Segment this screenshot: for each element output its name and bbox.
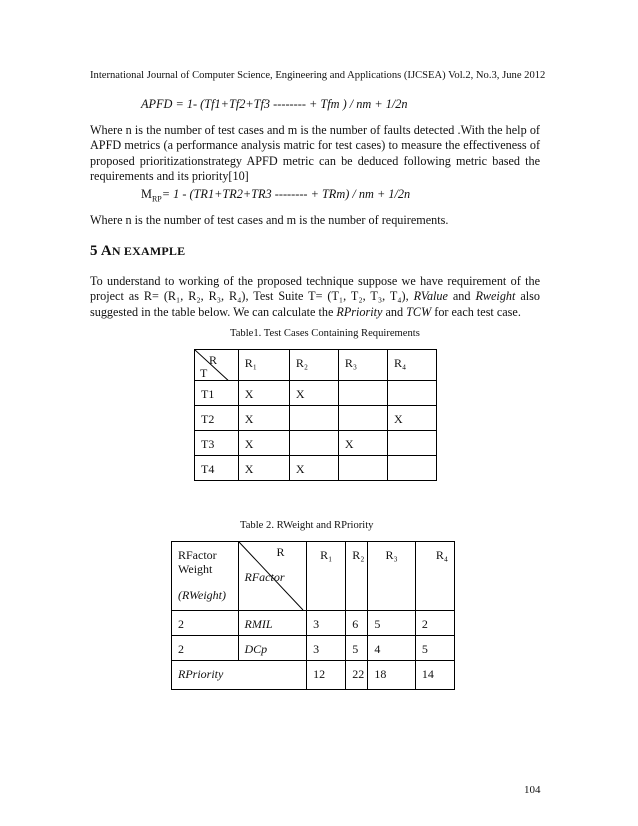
table1-cell: [387, 456, 436, 481]
table1-cell: X: [338, 431, 387, 456]
table2-col-header: R₂: [346, 542, 368, 611]
example-line-2-text: project as R= (R₁, R₂, R₃, R₄), Test Suite T= (T₁, T₂, T₃, T₄),: [90, 289, 409, 304]
table2-corner-cell: [238, 542, 307, 611]
section-heading: [90, 243, 185, 260]
table1-cell: X: [387, 406, 436, 431]
table1-cell: X: [289, 456, 338, 481]
table1-corner-top: R: [209, 353, 218, 367]
rpriority-term: RPriority: [336, 304, 383, 319]
table2-factor-cell: DCp: [238, 636, 307, 661]
table2-factor-cell: RMIL: [238, 611, 307, 636]
table1-cell: [387, 381, 436, 406]
table1-cell: [338, 381, 387, 406]
table2-caption: Table 2. RWeight and RPriority: [240, 520, 374, 531]
table-row: [195, 431, 437, 456]
mrp-formula: [141, 187, 410, 203]
example-line-3: [90, 305, 540, 320]
table1-cell: X: [238, 381, 289, 406]
rweight-term: Rweight: [475, 289, 516, 304]
table-row: [172, 636, 455, 661]
table2-cell: 5: [368, 611, 416, 636]
example-line-3-and: and: [385, 304, 404, 319]
table2-weight-header-line2: Weight: [178, 562, 213, 576]
table2-cell: 6: [346, 611, 368, 636]
table1-caption: Table1. Test Cases Containing Requirements: [230, 328, 420, 339]
table1-cell: X: [238, 406, 289, 431]
table2-corner-top: R: [276, 545, 285, 559]
table1-cell: [338, 456, 387, 481]
paragraph-example: [90, 274, 540, 320]
table-row: [172, 542, 455, 611]
paragraph-requirements-note: Where n is the number of test cases and m is the number of requirements.: [90, 213, 449, 227]
table2-cell: 5: [346, 636, 368, 661]
table1-cell: [338, 406, 387, 431]
section-number: 5 A: [90, 243, 112, 259]
table1-cell: X: [289, 381, 338, 406]
table1-test-cases: [194, 349, 437, 481]
table-row: [195, 456, 437, 481]
example-line-2: [90, 289, 540, 304]
table2-weight-header-line3: (RWeight): [178, 588, 226, 602]
table2-weight-header: [172, 542, 239, 611]
table2-priority-cell: 12: [307, 661, 346, 690]
table2-cell: 4: [368, 636, 416, 661]
table2-rweight-rpriority: [171, 541, 455, 690]
table2-weight-cell: 2: [172, 636, 239, 661]
table1-row-label: T1: [195, 381, 239, 406]
table-row: [195, 350, 437, 381]
table1-cell: [387, 431, 436, 456]
table1-col-header: R₄: [387, 350, 436, 381]
table2-col-header: R₁: [307, 542, 346, 611]
table1-row-label: T4: [195, 456, 239, 481]
table2-priority-cell: 18: [368, 661, 416, 690]
page-number: 104: [524, 784, 541, 796]
table2-corner-bottom: RFactor: [244, 570, 285, 584]
table2-col-header: R₃: [368, 542, 416, 611]
section-title: N EXAMPLE: [111, 244, 186, 258]
table2-priority-label: RPriority: [172, 661, 307, 690]
table2-weight-cell: 2: [172, 611, 239, 636]
table2-col-header: R₄: [415, 542, 454, 611]
example-line-3-text: suggested in the table below. We can calculate the: [90, 304, 334, 319]
table1-row-label: T3: [195, 431, 239, 456]
table1-col-header: R₃: [338, 350, 387, 381]
table1-cell: X: [238, 431, 289, 456]
table-row: [195, 406, 437, 431]
table1-cell: X: [238, 456, 289, 481]
table2-cell: 3: [307, 636, 346, 661]
table2-cell: 5: [415, 636, 454, 661]
table1-col-header: R₁: [238, 350, 289, 381]
table1-corner-bottom: T: [200, 366, 208, 380]
example-line-1: To understand to working of the proposed technique suppose we have requirement of the: [90, 274, 540, 288]
rvalue-term: RValue: [413, 289, 448, 304]
example-line-2-and: and: [452, 289, 471, 304]
table1-row-label: T2: [195, 406, 239, 431]
table-row: [172, 611, 455, 636]
mrp-symbol: M: [141, 187, 152, 201]
table1-cell: [289, 406, 338, 431]
example-line-2-end: also: [520, 289, 540, 304]
table2-priority-cell: 14: [415, 661, 454, 690]
mrp-expression: = 1 - (TR1+TR2+TR3 -------- + TRm) / nm + 1/2n: [161, 187, 411, 201]
apfd-formula: APFD = 1- (Tf1+Tf2+Tf3 -------- + Tfm ) / nm + 1/2n: [141, 97, 408, 111]
table1-corner-cell: [195, 350, 239, 381]
example-line-3-end: for each test case.: [434, 304, 521, 319]
table1-cell: [289, 431, 338, 456]
mrp-subscript: RP: [151, 194, 162, 204]
table2-cell: 3: [307, 611, 346, 636]
tcw-term: TCW: [406, 304, 432, 319]
table2-priority-cell: 22: [346, 661, 368, 690]
table2-cell: 2: [415, 611, 454, 636]
journal-header: International Journal of Computer Science, Engineering and Applications (IJCSEA) Vol.2, No.3, June 2012: [90, 70, 546, 81]
table-row: [195, 381, 437, 406]
paragraph-apfd-description: Where n is the number of test cases and m is the number of faults detected .With the help of APFD metrics (a performance analysis matric for test cases) to measure the effectiveness of proposed prioritizationstrategy APFD metric can be deduced following metric based the requirements and its priority[10]: [90, 123, 540, 183]
table1-col-header: R₂: [289, 350, 338, 381]
table-row: [172, 661, 455, 690]
table2-weight-header-line1: RFactor: [178, 548, 217, 562]
